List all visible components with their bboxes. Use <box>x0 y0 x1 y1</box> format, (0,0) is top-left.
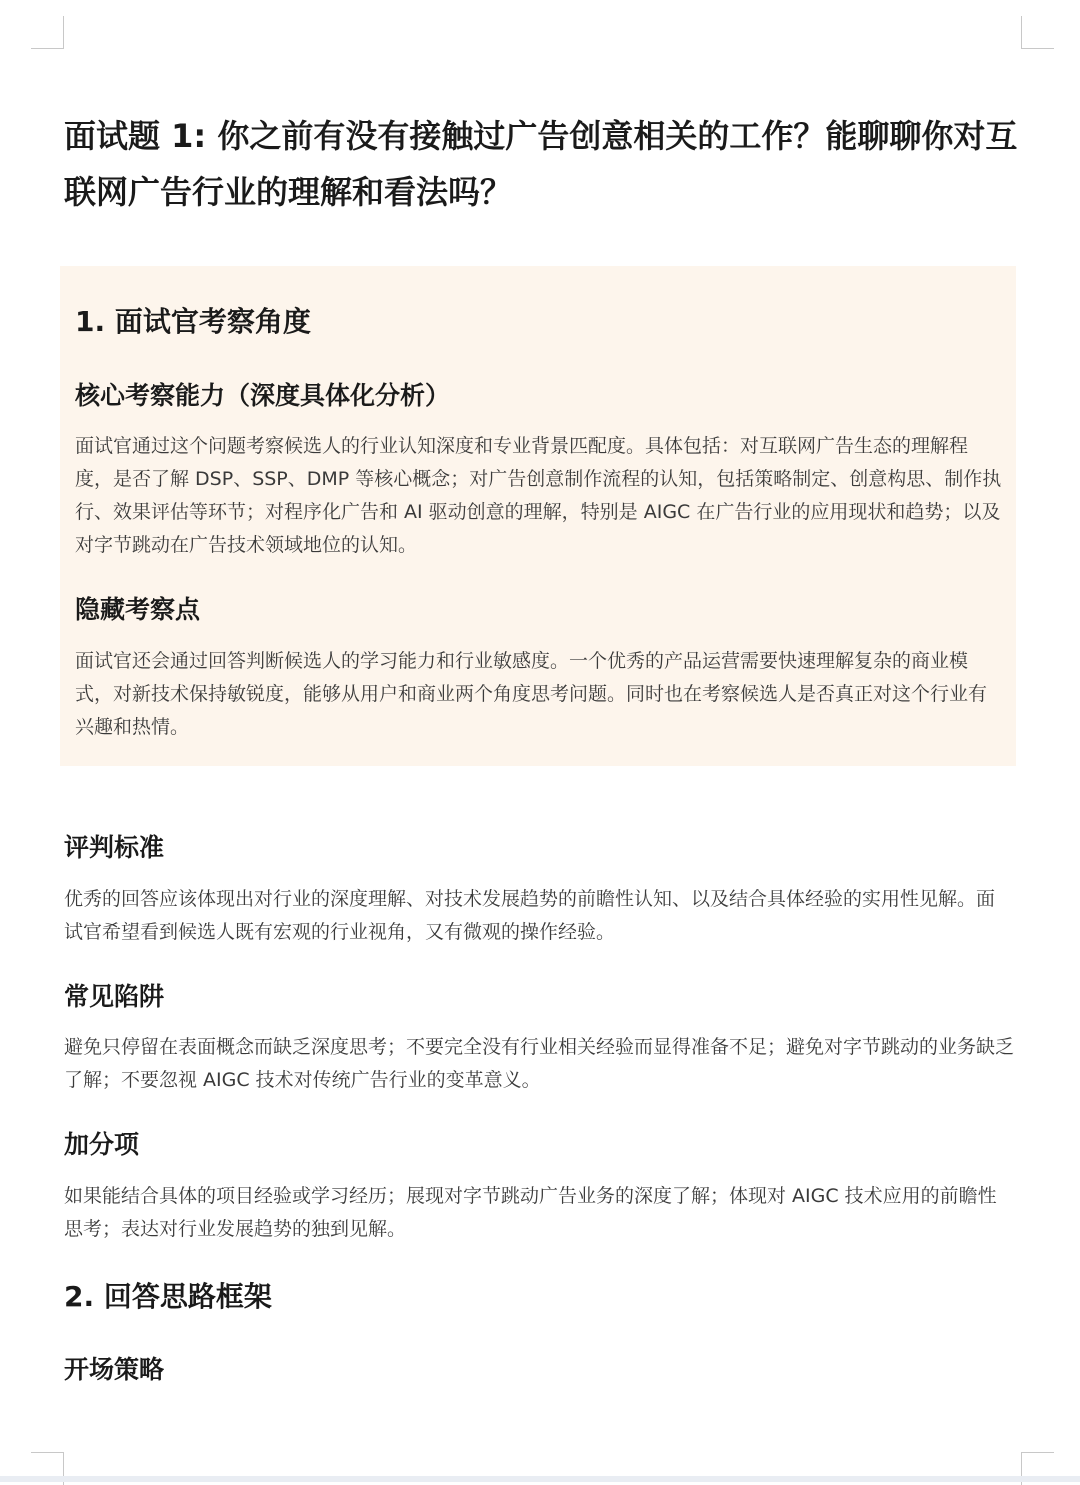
section-heading-answer-framework: 2. 回答思路框架 <box>64 1280 272 1313</box>
paragraph-bonus-points: 如果能结合具体的项目经验或学习经历；展现对字节跳动广告业务的深度了解；体现对 AIGC 技术应用的前瞻性思考；表达对行业发展趋势的独到见解。 <box>64 1185 997 1240</box>
crop-mark-top-left <box>31 16 64 49</box>
document-title: 面试题 1: 你之前有没有接触过广告创意相关的工作？能聊聊你对互联网广告行业的理解和看法吗？ <box>64 117 1018 211</box>
subheading-evaluation-criteria: 评判标准 <box>64 833 165 862</box>
subheading-bonus-points: 加分项 <box>64 1130 140 1159</box>
paragraph-common-pitfalls: 避免只停留在表面概念而缺乏深度思考；不要完全没有行业相关经验而显得准备不足；避免对字节跳动的业务缺乏了解；不要忽视 AIGC 技术对传统广告行业的变革意义。 <box>64 1036 1015 1091</box>
section-heading-interviewer-perspective: 1. 面试官考察角度 <box>75 305 311 338</box>
paragraph-evaluation-criteria: 优秀的回答应该体现出对行业的深度理解、对技术发展趋势的前瞻性认知、以及结合具体经验的实用性见解。面试官希望看到候选人既有宏观的行业视角，又有微观的操作经验。 <box>64 888 996 943</box>
paragraph-core-abilities: 面试官通过这个问题考察候选人的行业认知深度和专业背景匹配度。具体包括：对互联网广告生态的理解程度，是否了解 DSP、SSP、DMP 等核心概念；对广告创意制作流程的认知，包括策略制定、创意构思、制作执行、效果评估等环节；对程序化广告和 AI 驱动创意的理解，特别是 AIGC 在广告行业的应用现状和趋势；以及对字节跳动在广告技术领域地位的认知。 <box>75 435 1002 556</box>
subheading-core-abilities: 核心考察能力（深度具体化分析） <box>75 381 451 410</box>
paragraph-hidden-points: 面试官还会通过回答判断候选人的学习能力和行业敏感度。一个优秀的产品运营需要快速理解复杂的商业模式，对新技术保持敏锐度，能够从用户和商业两个角度思考问题。同时也在考察候选人是否真正对这个行业有兴趣和热情。 <box>75 650 988 738</box>
subheading-hidden-points: 隐藏考察点 <box>75 595 201 624</box>
crop-mark-top-right <box>1021 16 1054 49</box>
page-bottom-edge <box>0 1476 1080 1482</box>
subheading-common-pitfalls: 常见陷阱 <box>64 982 165 1011</box>
subheading-opening-strategy: 开场策略 <box>64 1355 165 1384</box>
